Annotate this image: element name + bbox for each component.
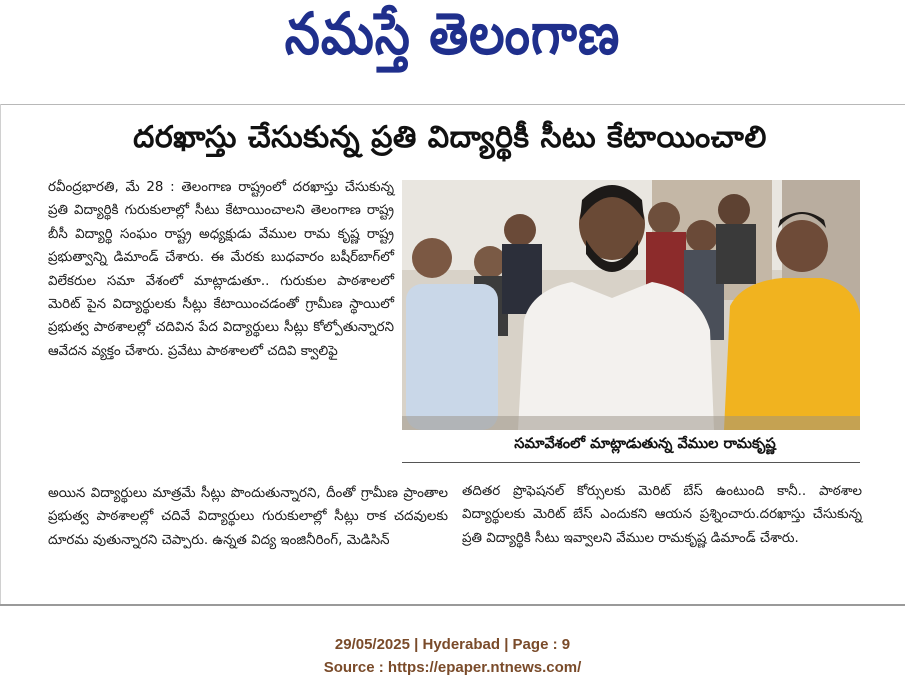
article-body-right-column [462,480,862,600]
article-headline: దరఖాస్తు చేసుకున్న ప్రతి విద్యార్థికీ సీటు కేటాయించాలి [133,120,767,155]
group-photo-image [402,180,860,430]
clipping-frame-bottom [0,604,905,606]
footer-info: 29/05/2025 | Hyderabad | Page : 9 [334,636,571,653]
article-body-left-bottom: అయిన విద్యార్థులు మాత్రమే సీట్లు పొందుతున్నారని, దీంతో గ్రామీణ ప్రాంతాల ప్రభుత్వ పాఠశాలల్లో చదివే విద్యార్థులు గురుకులాల్లో సీట్లు రాక చదవులకు దూరమ వుతున్నారని చెప్పారు. ఉన్నత విద్య ఇంజినీరింగ్, మెడిసిన్ [48,486,448,548]
clipping-frame-top [0,104,905,105]
article-body-left: రవీంద్రభారతి, మే 28 : తెలంగాణ రాష్ట్రంలో దరఖాస్తు చేసుకున్న ప్రతి విద్యార్థికి గురుకులాల్లో సీటు కేటాయించాలని తెలంగాణ రాష్ట్ర బీసీ విద్యార్థి సంఘం రాష్ట్ర అధ్యక్షుడు వేముల రామ కృష్ణ రాష్ట్ర ప్రభుత్వాన్ని డిమాండ్ చేశారు. ఈ మేరకు బుధవారం బషీర్‌బాగ్‌లో విలేకరుల సమా వేశంలో మాట్లాడుతూ.. గురుకుల పాఠశాలలో మెరిట్ పైన విద్యార్థులకు సీట్లు కేటాయించడంతో గ్రామీణ స్థాయిలో ప్రభుత్వ పాఠశాలల్లో చదివిన పేద విద్యార్థులు సీట్లు కోల్పోతున్నారని ఆవేదన వ్యక్తం చేశారు. ప్రవేటు పాఠశాలలో చదివి క్వాలిఫై [48,180,394,359]
newspaper-logo: నమస్తే తెలంగాణ [284,0,621,68]
masthead [0,0,905,80]
article-body-left-column [48,176,448,598]
footer-source-link[interactable]: Source : https://epaper.ntnews.com/ [323,659,582,676]
photo-caption: సమావేశంలో మాట్లాడుతున్న వేముల రామకృష్ణ [514,436,776,452]
clipping-frame-left [0,104,1,604]
caption-divider [402,462,860,463]
article-body-right: తదితర ప్రొఫెషనల్ కోర్సులకు మెరిట్ బేస్ ఉంటుంది కానీ.. పాఠశాల విద్యార్థులకు మెరిట్ బేస్ ఎందుకని ఆయన ప్రశ్నించారు.దరఖాస్తు చేసుకున్న ప్రతి విద్యార్థికి సీటు ఇవ్వాలని వేముల రామకృష్ణ డిమాండ్ చేశారు. [462,484,862,546]
article-photo [402,180,860,430]
